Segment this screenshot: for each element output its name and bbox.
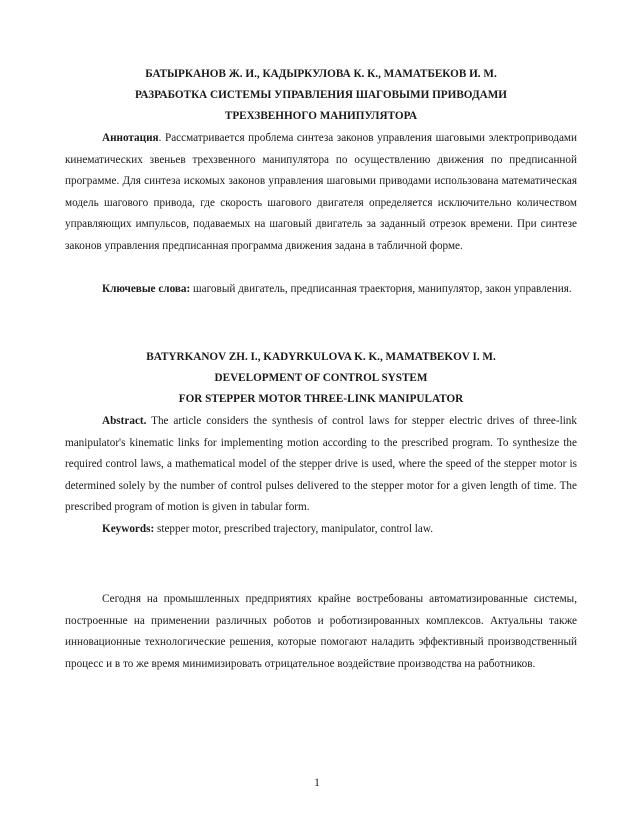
ru-keywords-label: Ключевые слова: xyxy=(102,283,191,295)
page-number: 1 xyxy=(314,777,320,789)
ru-heading xyxy=(65,64,577,127)
en-keywords-label: Keywords: xyxy=(102,523,155,535)
ru-authors: БАТЫРКАНОВ Ж. И., КАДЫРКУЛОВА К. К., МАМАТБЕКОВ И. М. xyxy=(145,68,497,80)
en-authors: BATYRKANOV ZH. I., KADYRKULOVA K. K., MAMATBEKOV I. M. xyxy=(146,351,496,363)
ru-abstract-text: . Рассматривается проблема синтеза законов управления шаговыми электроприводами кинематических звеньев трехзвенного манипулятора по осуществлению движения по предписанной программе. Для синтеза искомых законов управления шаговыми приводами использована математическая модель шагового привода, где скорость шагового двигателя определяется исключительно количеством управляющих импульсов, подаваемых на шаговый двигатель за заданный отрезок времени. При синтезе законов управления предписанная программа движения задана в табличной форме. xyxy=(65,132,577,252)
en-keywords xyxy=(65,519,577,541)
ru-abstract xyxy=(65,128,577,257)
en-title-line1: DEVELOPMENT OF CONTROL SYSTEM xyxy=(214,372,428,384)
ru-title-line2: ТРЕХЗВЕННОГО МАНИПУЛЯТОРА xyxy=(224,110,418,122)
en-abstract xyxy=(65,411,577,519)
ru-keywords-text: шаговый двигатель, предписанная траектория, манипулятор, закон управления. xyxy=(190,283,572,295)
ru-keywords xyxy=(65,279,577,301)
en-abstract-text: The article considers the synthesis of control laws for stepper electric drives of three-link manipulator's kinematic links for implementing motion according to the prescribed program. To synthesize the required control laws, a mathematical model of the stepper drive is used, where the speed of the stepper motor is determined solely by the number of control pulses delivered to the stepper motor for a given length of time. The prescribed program of motion is given in tabular form. xyxy=(65,415,577,513)
en-heading xyxy=(65,347,577,410)
ru-title-line1: РАЗРАБОТКА СИСТЕМЫ УПРАВЛЕНИЯ ШАГОВЫМИ ПРИВОДАМИ xyxy=(135,89,507,101)
en-keywords-text: stepper motor, prescribed trajectory, manipulator, control law. xyxy=(154,523,433,535)
en-abstract-label: Abstract. xyxy=(102,415,147,427)
ru-abstract-label: Аннотация xyxy=(102,132,159,144)
body-paragraph: Сегодня на промышленных предприятиях крайне востребованы автоматизированные системы, построенные на применении различных роботов и роботизированных комплексов. Актуальны также инновационные технологические решения, которые помогают наладить эффективный производственный процесс и в то же время минимизировать отрицательное воздействие производства на работников. xyxy=(65,593,577,670)
en-title-line2: FOR STEPPER MOTOR THREE-LINK MANIPULATOR xyxy=(178,393,464,405)
